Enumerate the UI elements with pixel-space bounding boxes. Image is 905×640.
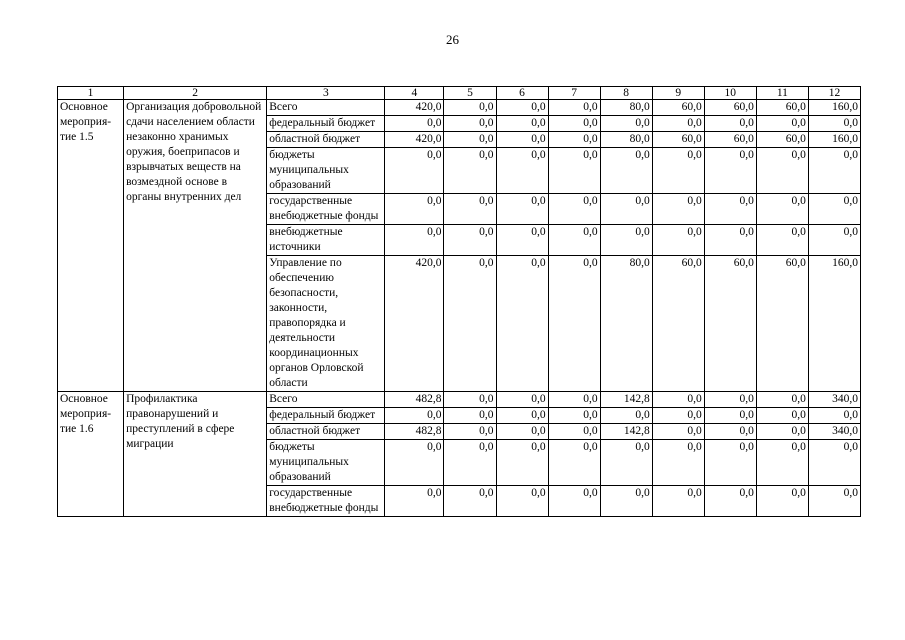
table-body bbox=[58, 100, 861, 517]
value-cell: 0,0 bbox=[704, 486, 756, 517]
value-cell: 0,0 bbox=[756, 408, 808, 424]
value-cell: 160,0 bbox=[808, 100, 860, 116]
value-cell: 0,0 bbox=[548, 440, 600, 486]
value-cell: 0,0 bbox=[385, 194, 444, 225]
value-cell: 0,0 bbox=[808, 148, 860, 194]
funding-source-cell: Управление по обеспечению безопасности, законности, правопорядка и деятельности координационных органов Орловской области bbox=[267, 256, 385, 392]
value-cell: 60,0 bbox=[652, 100, 704, 116]
measure-code-cell: Основное мероприя-тие 1.6 bbox=[58, 392, 124, 517]
value-cell: 0,0 bbox=[600, 116, 652, 132]
funding-source-cell: внебюджетные источники bbox=[267, 225, 385, 256]
value-cell: 0,0 bbox=[756, 116, 808, 132]
value-cell: 0,0 bbox=[444, 225, 496, 256]
value-cell: 0,0 bbox=[704, 440, 756, 486]
funding-source-cell: Всего bbox=[267, 100, 385, 116]
value-cell: 80,0 bbox=[600, 256, 652, 392]
value-cell: 0,0 bbox=[600, 148, 652, 194]
value-cell: 0,0 bbox=[444, 408, 496, 424]
column-header: 4 bbox=[385, 87, 444, 100]
value-cell: 0,0 bbox=[704, 194, 756, 225]
value-cell: 0,0 bbox=[385, 486, 444, 517]
column-header: 10 bbox=[704, 87, 756, 100]
value-cell: 0,0 bbox=[548, 424, 600, 440]
value-cell: 0,0 bbox=[652, 424, 704, 440]
value-cell: 0,0 bbox=[385, 225, 444, 256]
value-cell: 0,0 bbox=[496, 392, 548, 408]
value-cell: 0,0 bbox=[808, 116, 860, 132]
column-header: 11 bbox=[756, 87, 808, 100]
value-cell: 0,0 bbox=[808, 408, 860, 424]
value-cell: 0,0 bbox=[444, 256, 496, 392]
funding-source-cell: бюджеты муниципальных образований bbox=[267, 440, 385, 486]
value-cell: 0,0 bbox=[652, 486, 704, 517]
value-cell: 0,0 bbox=[496, 116, 548, 132]
measure-name-cell: Организация добровольной сдачи населением области незаконно хранимых оружия, боеприпасов и взрывчатых веществ на возмездной основе в органы внутренних дел bbox=[124, 100, 267, 392]
value-cell: 0,0 bbox=[385, 440, 444, 486]
value-cell: 0,0 bbox=[652, 225, 704, 256]
column-header: 7 bbox=[548, 87, 600, 100]
table-header bbox=[58, 87, 861, 100]
funding-source-cell: государственные внебюджетные фонды bbox=[267, 486, 385, 517]
column-header: 9 bbox=[652, 87, 704, 100]
value-cell: 0,0 bbox=[496, 440, 548, 486]
value-cell: 0,0 bbox=[652, 408, 704, 424]
value-cell: 420,0 bbox=[385, 132, 444, 148]
value-cell: 80,0 bbox=[600, 132, 652, 148]
value-cell: 0,0 bbox=[808, 194, 860, 225]
value-cell: 482,8 bbox=[385, 392, 444, 408]
value-cell: 0,0 bbox=[600, 225, 652, 256]
value-cell: 0,0 bbox=[444, 392, 496, 408]
value-cell: 482,8 bbox=[385, 424, 444, 440]
funding-source-cell: федеральный бюджет bbox=[267, 408, 385, 424]
column-header: 6 bbox=[496, 87, 548, 100]
value-cell: 0,0 bbox=[444, 486, 496, 517]
value-cell: 160,0 bbox=[808, 132, 860, 148]
value-cell: 0,0 bbox=[548, 116, 600, 132]
measure-code-cell: Основное мероприя-тие 1.5 bbox=[58, 100, 124, 392]
value-cell: 142,8 bbox=[600, 392, 652, 408]
value-cell: 0,0 bbox=[652, 440, 704, 486]
value-cell: 0,0 bbox=[496, 132, 548, 148]
value-cell: 0,0 bbox=[385, 116, 444, 132]
value-cell: 0,0 bbox=[496, 194, 548, 225]
value-cell: 60,0 bbox=[704, 132, 756, 148]
value-cell: 60,0 bbox=[652, 132, 704, 148]
column-header: 8 bbox=[600, 87, 652, 100]
value-cell: 60,0 bbox=[704, 100, 756, 116]
column-header: 3 bbox=[267, 87, 385, 100]
value-cell: 0,0 bbox=[496, 256, 548, 392]
value-cell: 0,0 bbox=[548, 132, 600, 148]
value-cell: 160,0 bbox=[808, 256, 860, 392]
value-cell: 0,0 bbox=[496, 100, 548, 116]
column-header: 5 bbox=[444, 87, 496, 100]
value-cell: 0,0 bbox=[385, 408, 444, 424]
value-cell: 60,0 bbox=[756, 100, 808, 116]
value-cell: 60,0 bbox=[756, 256, 808, 392]
value-cell: 0,0 bbox=[548, 408, 600, 424]
table-row bbox=[58, 392, 861, 408]
value-cell: 0,0 bbox=[652, 392, 704, 408]
value-cell: 142,8 bbox=[600, 424, 652, 440]
value-cell: 0,0 bbox=[444, 116, 496, 132]
value-cell: 0,0 bbox=[496, 408, 548, 424]
value-cell: 0,0 bbox=[652, 148, 704, 194]
value-cell: 0,0 bbox=[496, 424, 548, 440]
value-cell: 0,0 bbox=[704, 424, 756, 440]
value-cell: 0,0 bbox=[444, 148, 496, 194]
value-cell: 0,0 bbox=[548, 225, 600, 256]
value-cell: 0,0 bbox=[704, 148, 756, 194]
funding-source-cell: Всего bbox=[267, 392, 385, 408]
value-cell: 0,0 bbox=[600, 486, 652, 517]
value-cell: 0,0 bbox=[444, 100, 496, 116]
funding-source-cell: областной бюджет bbox=[267, 132, 385, 148]
value-cell: 0,0 bbox=[652, 194, 704, 225]
value-cell: 0,0 bbox=[548, 486, 600, 517]
value-cell: 0,0 bbox=[548, 100, 600, 116]
value-cell: 0,0 bbox=[496, 148, 548, 194]
value-cell: 0,0 bbox=[704, 408, 756, 424]
value-cell: 0,0 bbox=[444, 194, 496, 225]
value-cell: 0,0 bbox=[756, 424, 808, 440]
value-cell: 0,0 bbox=[756, 225, 808, 256]
value-cell: 0,0 bbox=[756, 392, 808, 408]
value-cell: 0,0 bbox=[808, 440, 860, 486]
value-cell: 60,0 bbox=[652, 256, 704, 392]
value-cell: 0,0 bbox=[444, 424, 496, 440]
value-cell: 0,0 bbox=[385, 148, 444, 194]
value-cell: 0,0 bbox=[496, 486, 548, 517]
value-cell: 0,0 bbox=[600, 440, 652, 486]
value-cell: 0,0 bbox=[652, 116, 704, 132]
page-number: 26 bbox=[446, 32, 459, 47]
value-cell: 0,0 bbox=[496, 225, 548, 256]
funding-source-cell: бюджеты муниципальных образований bbox=[267, 148, 385, 194]
value-cell: 0,0 bbox=[548, 392, 600, 408]
measure-name-cell: Профилактика правонарушений и преступлений в сфере миграции bbox=[124, 392, 267, 517]
value-cell: 0,0 bbox=[548, 256, 600, 392]
value-cell: 0,0 bbox=[704, 392, 756, 408]
value-cell: 0,0 bbox=[600, 408, 652, 424]
value-cell: 420,0 bbox=[385, 256, 444, 392]
value-cell: 0,0 bbox=[600, 194, 652, 225]
funding-source-cell: государственные внебюджетные фонды bbox=[267, 194, 385, 225]
value-cell: 420,0 bbox=[385, 100, 444, 116]
value-cell: 0,0 bbox=[444, 132, 496, 148]
value-cell: 0,0 bbox=[756, 194, 808, 225]
column-header: 2 bbox=[124, 87, 267, 100]
value-cell: 0,0 bbox=[756, 440, 808, 486]
value-cell: 60,0 bbox=[756, 132, 808, 148]
budget-table bbox=[57, 86, 861, 517]
value-cell: 0,0 bbox=[756, 486, 808, 517]
value-cell: 80,0 bbox=[600, 100, 652, 116]
column-header: 1 bbox=[58, 87, 124, 100]
table-row bbox=[58, 100, 861, 116]
funding-source-cell: областной бюджет bbox=[267, 424, 385, 440]
value-cell: 340,0 bbox=[808, 392, 860, 408]
value-cell: 0,0 bbox=[704, 116, 756, 132]
value-cell: 0,0 bbox=[548, 148, 600, 194]
funding-source-cell: федеральный бюджет bbox=[267, 116, 385, 132]
value-cell: 0,0 bbox=[704, 225, 756, 256]
value-cell: 0,0 bbox=[756, 148, 808, 194]
column-header: 12 bbox=[808, 87, 860, 100]
value-cell: 0,0 bbox=[548, 194, 600, 225]
value-cell: 0,0 bbox=[808, 486, 860, 517]
value-cell: 0,0 bbox=[444, 440, 496, 486]
value-cell: 340,0 bbox=[808, 424, 860, 440]
value-cell: 0,0 bbox=[808, 225, 860, 256]
value-cell: 60,0 bbox=[704, 256, 756, 392]
